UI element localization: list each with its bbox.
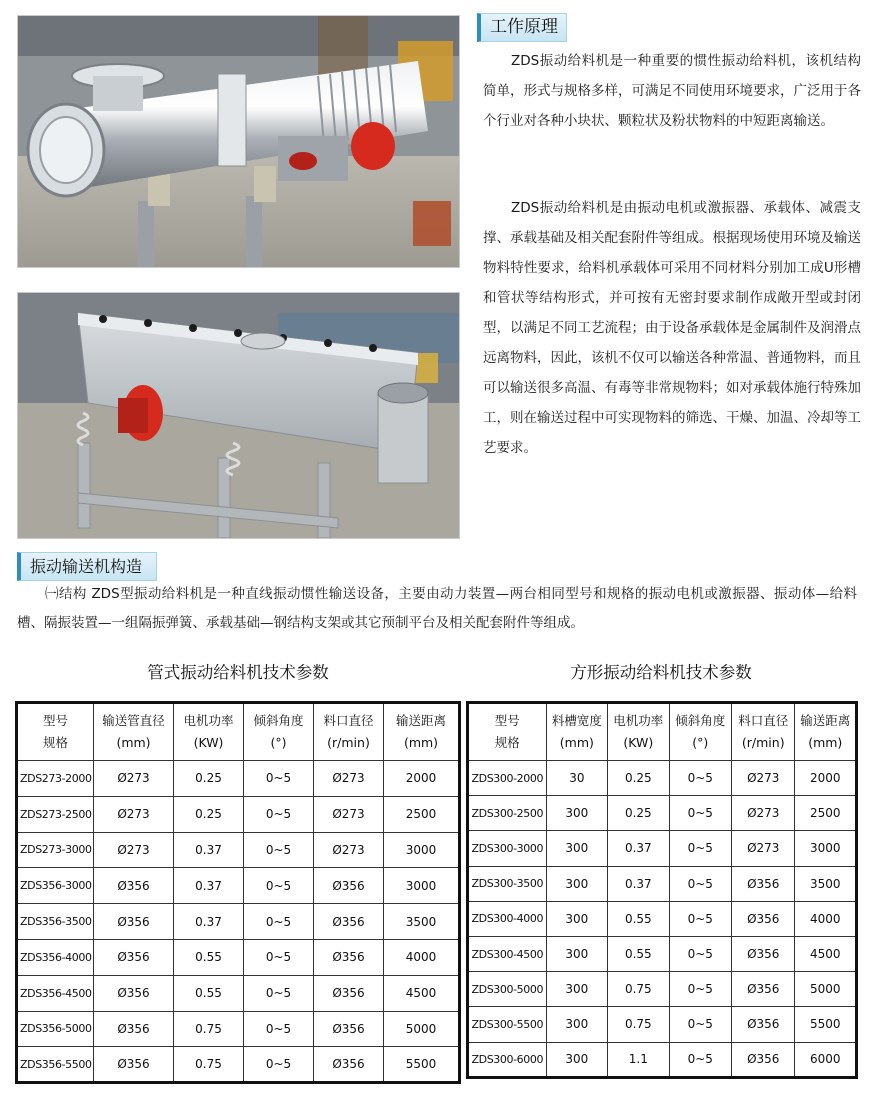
table-row (468, 1007, 857, 1042)
header-cell: 料口直径 (r/min) (732, 703, 795, 761)
table-cell: 3000 (384, 868, 460, 904)
table-cell: 0~5 (669, 901, 731, 936)
table-cell: 0~5 (244, 975, 314, 1011)
trough-feeder-photo (17, 292, 460, 539)
table-cell: Ø273 (314, 832, 384, 868)
model-cell: ZDS273-2000 (17, 761, 94, 797)
table-cell: 0.37 (608, 831, 669, 866)
header-cell: 输送距离 (mm) (384, 703, 460, 761)
table-cell: Ø273 (732, 831, 795, 866)
table-cell: Ø356 (314, 1011, 384, 1047)
model-cell: ZDS300-2500 (468, 796, 547, 831)
table-cell: 2500 (795, 796, 857, 831)
principle-heading: 工作原理 (477, 13, 567, 42)
table-cell: 300 (546, 1042, 607, 1077)
model-cell: ZDS300-3000 (468, 831, 547, 866)
table-cell: 300 (546, 831, 607, 866)
header-cell: 型号 规格 (17, 703, 94, 761)
table-cell: 3500 (795, 866, 857, 901)
header-cell: 倾斜角度 (°) (669, 703, 731, 761)
model-cell: ZDS356-5500 (17, 1047, 94, 1083)
table-row (468, 972, 857, 1007)
table-cell: Ø356 (94, 975, 174, 1011)
table-cell: Ø356 (732, 901, 795, 936)
table-row (17, 939, 460, 975)
model-cell: ZDS300-5500 (468, 1007, 547, 1042)
table-row (17, 1047, 460, 1083)
table-cell: 0~5 (669, 796, 731, 831)
table-cell: 300 (546, 866, 607, 901)
table-header-row (468, 703, 857, 761)
table-cell: Ø273 (732, 761, 795, 796)
table-cell: Ø273 (732, 796, 795, 831)
table-cell: Ø356 (732, 936, 795, 971)
table-cell: Ø356 (314, 975, 384, 1011)
table-row (17, 796, 460, 832)
table-cell: 5500 (384, 1047, 460, 1083)
header-cell: 输送管直径 (mm) (94, 703, 174, 761)
table-row (468, 1042, 857, 1077)
header-cell: 料槽宽度 (mm) (546, 703, 607, 761)
table-cell: 300 (546, 936, 607, 971)
table-cell: 0~5 (669, 1042, 731, 1077)
table-cell: 30 (546, 761, 607, 796)
table-cell: 0~5 (244, 796, 314, 832)
pipe-table-body (17, 761, 460, 1083)
header-cell: 输送距离 (mm) (795, 703, 857, 761)
table-cell: Ø273 (94, 796, 174, 832)
table-cell: Ø273 (94, 832, 174, 868)
table-cell: Ø356 (94, 1011, 174, 1047)
tubular-feeder-illustration (18, 16, 460, 268)
table-cell: 3000 (795, 831, 857, 866)
table-cell: Ø273 (314, 761, 384, 797)
principle-paragraph-1: ZDS振动给料机是一种重要的惯性振动给料机，该机结构简单，形式与规格多样，可满足不同使用环境要求，广泛用于各个行业对各种小块状、颗粒状及粉状物料的中短距离输送。 (483, 53, 861, 129)
header-cell: 倾斜角度 (°) (244, 703, 314, 761)
header-cell: 电机功率 (KW) (608, 703, 669, 761)
table-cell: 0~5 (244, 1011, 314, 1047)
table-cell: 2000 (384, 761, 460, 797)
table-cell: 0~5 (669, 1007, 731, 1042)
table-cell: 300 (546, 972, 607, 1007)
pipe-spec-table (15, 701, 461, 1084)
table-row (17, 761, 460, 797)
table-cell: 0~5 (244, 832, 314, 868)
table-cell: 0.37 (608, 866, 669, 901)
table-cell: 0~5 (244, 939, 314, 975)
table-cell: 5000 (384, 1011, 460, 1047)
model-cell: ZDS300-6000 (468, 1042, 547, 1077)
table-cell: 0.37 (174, 904, 244, 940)
model-cell: ZDS300-5000 (468, 972, 547, 1007)
pipe-table-title: 管式振动给料机技术参数 (147, 663, 329, 682)
table-cell: Ø273 (314, 796, 384, 832)
table-cell: 0.75 (174, 1011, 244, 1047)
table-cell: Ø356 (94, 868, 174, 904)
table-cell: 300 (546, 796, 607, 831)
table-cell: 2500 (384, 796, 460, 832)
table-cell: 0~5 (244, 904, 314, 940)
table-cell: 300 (546, 901, 607, 936)
table-cell: 300 (546, 1007, 607, 1042)
table-cell: 4000 (384, 939, 460, 975)
table-cell: 5000 (795, 972, 857, 1007)
table-cell: 4500 (795, 936, 857, 971)
table-cell: 0~5 (669, 936, 731, 971)
table-cell: Ø356 (732, 972, 795, 1007)
table-cell: 0.75 (174, 1047, 244, 1083)
table-row (17, 868, 460, 904)
principle-paragraph-2: ZDS振动给料机是由振动电机或激振器、承载体、减震支撑、承载基础及相关配套附件等组成。根据现场使用环境及输送物料特性要求，给料机承载体可采用不同材料分别加工成U形槽和管状等结构形式，并可按有无密封要求制作成敞开型或封闭型，以满足不同工艺流程；由于设备承载体是金属制件及润滑点远离物料，因此，该机不仅可以输送各种常温、普通物料，而且可以输送很多高温、有毒等非常规物料；如对承载体施行特殊加工，则在输送过程中可实现物料的筛选、干燥、加温、冷却等工艺要求。 (483, 200, 861, 456)
table-cell: 0.25 (174, 761, 244, 797)
table-cell: Ø273 (94, 761, 174, 797)
model-cell: ZDS300-4000 (468, 901, 547, 936)
table-cell: 0.25 (608, 761, 669, 796)
table-cell: Ø356 (94, 904, 174, 940)
model-cell: ZDS300-3500 (468, 866, 547, 901)
header-cell: 型号 规格 (468, 703, 547, 761)
model-cell: ZDS356-3000 (17, 868, 94, 904)
table-row (468, 831, 857, 866)
table-cell: 1.1 (608, 1042, 669, 1077)
model-cell: ZDS273-3000 (17, 832, 94, 868)
table-cell: 0~5 (669, 831, 731, 866)
table-cell: 0.55 (174, 975, 244, 1011)
table-cell: Ø356 (314, 868, 384, 904)
model-cell: ZDS356-4000 (17, 939, 94, 975)
table-cell: 4000 (795, 901, 857, 936)
table-cell: 5500 (795, 1007, 857, 1042)
tubular-feeder-photo (17, 15, 460, 268)
table-cell: 0~5 (669, 761, 731, 796)
table-cell: 0~5 (244, 1047, 314, 1083)
table-cell: Ø356 (94, 1047, 174, 1083)
table-row (468, 936, 857, 971)
table-cell: Ø356 (94, 939, 174, 975)
table-row (17, 975, 460, 1011)
table-row (468, 901, 857, 936)
header-cell: 电机功率 (KW) (174, 703, 244, 761)
table-cell: Ø356 (314, 939, 384, 975)
table-row (468, 761, 857, 796)
table-cell: 6000 (795, 1042, 857, 1077)
table-cell: 3000 (384, 832, 460, 868)
table-row (17, 904, 460, 940)
table-cell: 0~5 (244, 761, 314, 797)
table-row (468, 866, 857, 901)
table-cell: 0~5 (669, 866, 731, 901)
header-cell: 料口直径 (r/min) (314, 703, 384, 761)
table-cell: 0.37 (174, 868, 244, 904)
table-cell: Ø356 (314, 904, 384, 940)
table-header-row (17, 703, 460, 761)
table-cell: 0.55 (608, 901, 669, 936)
table-cell: 0.75 (608, 1007, 669, 1042)
model-cell: ZDS356-5000 (17, 1011, 94, 1047)
table-cell: 4500 (384, 975, 460, 1011)
table-cell: Ø356 (732, 866, 795, 901)
model-cell: ZDS356-4500 (17, 975, 94, 1011)
model-cell: ZDS300-4500 (468, 936, 547, 971)
table-cell: Ø356 (732, 1042, 795, 1077)
table-cell: 0.75 (608, 972, 669, 1007)
table-cell: 0.25 (174, 796, 244, 832)
structure-heading: 振动输送机构造 (17, 552, 157, 581)
table-row (468, 796, 857, 831)
square-table-title: 方形振动给料机技术参数 (570, 663, 752, 682)
table-cell: 0.55 (174, 939, 244, 975)
table-cell: 0~5 (669, 972, 731, 1007)
square-spec-table (466, 701, 858, 1079)
table-cell: 0~5 (244, 868, 314, 904)
square-table-body (468, 761, 857, 1078)
table-cell: 3500 (384, 904, 460, 940)
table-cell: 0.25 (608, 796, 669, 831)
table-cell: 2000 (795, 761, 857, 796)
model-cell: ZDS356-3500 (17, 904, 94, 940)
structure-paragraph: ㈠结构 ZDS型振动给料机是一种直线振动惯性输送设备，主要由动力装置—两台相同型号和规格的振动电机或激振器、振动体—给料槽、隔振装置—一组隔振弹簧、承载基础—钢结构支架或其它预制平台及相关配套附件等组成。 (17, 586, 857, 631)
table-row (17, 1011, 460, 1047)
model-cell: ZDS300-2000 (468, 761, 547, 796)
table-cell: 0.55 (608, 936, 669, 971)
trough-feeder-illustration (18, 293, 460, 539)
table-cell: 0.37 (174, 832, 244, 868)
table-cell: Ø356 (314, 1047, 384, 1083)
table-row (17, 832, 460, 868)
model-cell: ZDS273-2500 (17, 796, 94, 832)
table-cell: Ø356 (732, 1007, 795, 1042)
